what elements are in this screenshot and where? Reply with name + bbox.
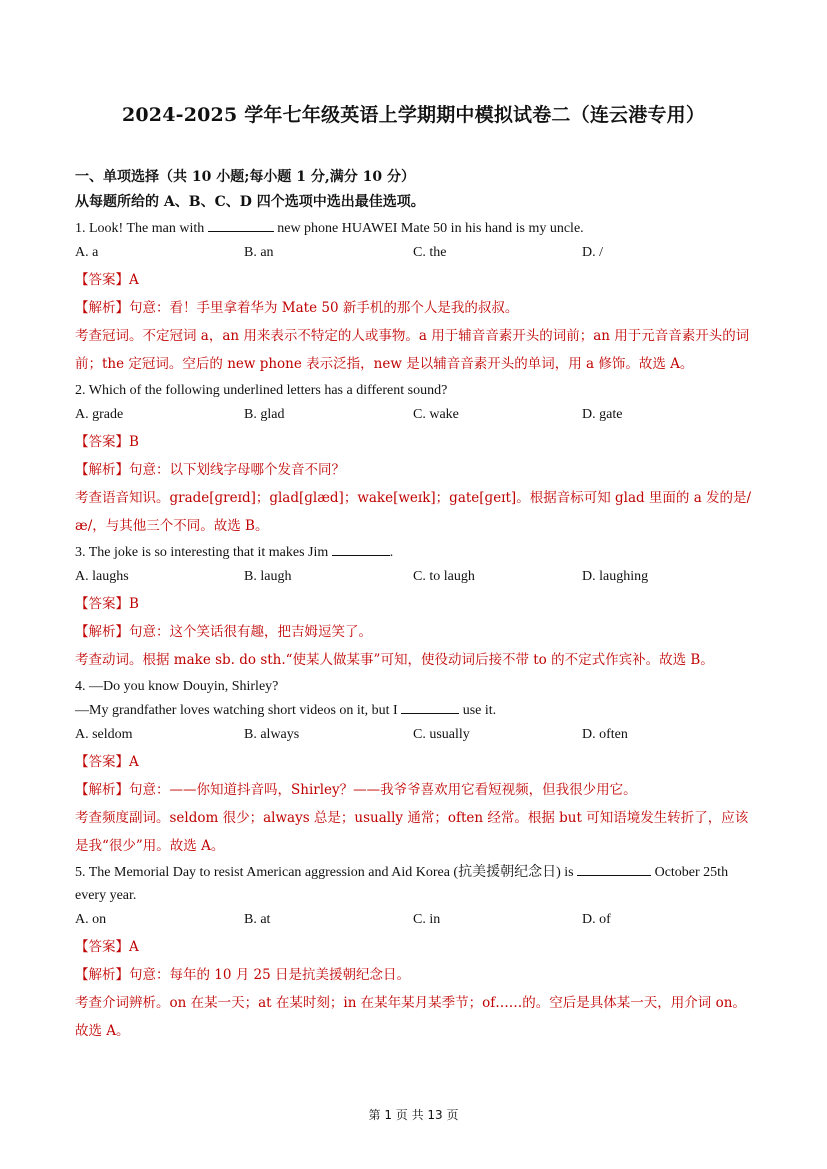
question-stem: 4. —Do you know Douyin, Shirley?: [75, 679, 279, 694]
option-c: C. the: [413, 245, 447, 260]
answer-blank: [401, 700, 459, 714]
option-c: C. wake: [413, 407, 459, 422]
answer-value: A: [129, 939, 139, 955]
stem-text: .: [389, 545, 394, 560]
options-row: [75, 241, 755, 265]
analysis-label: 【解析】: [75, 782, 129, 798]
answer-label: 【答案】: [75, 272, 129, 288]
option-d: D. /: [582, 245, 603, 260]
option-b: B. always: [244, 727, 300, 742]
answer-blank: [577, 862, 651, 876]
option-c: C. usually: [413, 727, 470, 742]
analysis-line: [75, 294, 755, 322]
stem-text: 1. Look! The man with: [75, 221, 208, 236]
stem-text: new phone HUAWEI Mate 50 in his hand is my uncle.: [273, 221, 584, 236]
answer-label: 【答案】: [75, 434, 129, 450]
stem-text: 3. The joke is so interesting that it makes Jim: [75, 545, 332, 560]
option-d: D. laughing: [582, 569, 649, 584]
question-stem-reply: [75, 699, 755, 722]
analysis-label: 【解析】: [75, 300, 129, 316]
options-row: [75, 723, 755, 747]
section-heading: 一、单项选择（共 10 小题;每小题 1 分,满分 10 分）: [75, 169, 415, 185]
analysis-line: [75, 456, 755, 484]
option-c: C. to laugh: [413, 569, 475, 584]
option-d: D. often: [582, 727, 628, 742]
answer-value: A: [129, 272, 139, 288]
option-b: B. an: [244, 245, 274, 260]
option-a: A. on: [75, 912, 107, 927]
analysis-label: 【解析】: [75, 967, 129, 983]
options-row: [75, 403, 755, 427]
question-3: [75, 541, 755, 674]
question-stem: 2. Which of the following underlined letters has a different sound?: [75, 383, 448, 398]
analysis-label: 【解析】: [75, 462, 129, 478]
option-d: D. gate: [582, 407, 623, 422]
option-d: D. of: [582, 912, 611, 927]
analysis-label: 【解析】: [75, 624, 129, 640]
option-a: A. a: [75, 245, 99, 260]
question-2: [75, 379, 755, 540]
question-1: [75, 217, 755, 378]
analysis-text: 句意：——你知道抖音吗，Shirley？——我爷爷喜欢用它看短视频，但我很少用它。: [129, 782, 637, 798]
answer-value: B: [129, 434, 139, 450]
analysis-line: [75, 961, 755, 989]
question-4: [75, 675, 755, 860]
answer-label: 【答案】: [75, 939, 129, 955]
stem-text: October 25th every year.: [75, 865, 729, 903]
section-instruction: 从每题所给的 A、B、C、D 四个选项中选出最佳选项。: [75, 194, 425, 210]
answer-line: [75, 590, 755, 618]
options-row: [75, 908, 755, 932]
explanation: 考查冠词。不定冠词 a，an 用来表示不特定的人或事物。a 用于辅音音素开头的词前；an 用于元音音素开头的词前；the 定冠词。空后的 new phone 表示泛指，new 是以辅音音素开头的单词，用 a 修饰。故选 A。: [75, 328, 750, 372]
question-section: [75, 166, 755, 1045]
options-row: [75, 565, 755, 589]
option-b: B. at: [244, 912, 271, 927]
page-title: 2024-2025 学年七年级英语上学期期中模拟试卷二（连云港专用）: [121, 104, 706, 126]
option-a: A. laughs: [75, 569, 129, 584]
question-stem: [75, 861, 755, 907]
stem-text: 5. The Memorial Day to resist American aggression and Aid Korea (抗美援朝纪念日) is: [75, 865, 578, 880]
question-5: [75, 861, 755, 1045]
stem-text: —My grandfather loves watching short videos on it, but I: [75, 703, 402, 718]
answer-line: [75, 266, 755, 294]
answer-label: 【答案】: [75, 596, 129, 612]
explanation: 考查语音知识。grade[ɡreɪd]；glad[ɡlæd]；wake[weɪk]；gate[ɡeɪt]。根据音标可知 glad 里面的 a 发的是/æ/，与其他三个不同。故选 B。: [75, 490, 752, 534]
analysis-text: 句意：看！手里拿着华为 Mate 50 新手机的那个人是我的叔叔。: [129, 300, 519, 316]
answer-blank: [332, 542, 390, 556]
analysis-line: [75, 776, 755, 804]
answer-line: [75, 933, 755, 961]
option-b: B. glad: [244, 407, 285, 422]
analysis-text: 句意：这个笑话很有趣，把吉姆逗笑了。: [129, 624, 372, 640]
answer-label: 【答案】: [75, 754, 129, 770]
option-a: A. grade: [75, 407, 124, 422]
option-b: B. laugh: [244, 569, 292, 584]
page-footer: 第 1 页 共 13 页: [368, 1108, 459, 1122]
explanation: 考查频度副词。seldom 很少；always 总是；usually 通常；often 经常。根据 but 可知语境发生转折了，应该是我“很少”用。故选 A。: [75, 810, 749, 854]
explanation: 考查介词辨析。on 在某一天；at 在某时刻；in 在某年某月某季节；of……的。空后是具体某一天，用介词 on。故选 A。: [75, 995, 746, 1039]
answer-value: A: [129, 754, 139, 770]
answer-line: [75, 428, 755, 456]
question-stem: [75, 541, 755, 564]
analysis-text: 句意：每年的 10 月 25 日是抗美援朝纪念日。: [129, 967, 411, 983]
answer-blank: [208, 218, 274, 232]
option-c: C. in: [413, 912, 441, 927]
analysis-text: 句意：以下划线字母哪个发音不同？: [129, 462, 345, 478]
option-a: A. seldom: [75, 727, 133, 742]
answer-line: [75, 748, 755, 776]
question-stem: [75, 217, 755, 240]
answer-value: B: [129, 596, 139, 612]
explanation: 考查动词。根据 make sb. do sth.“使某人做某事”可知，使役动词后接不带 to 的不定式作宾补。故选 B。: [75, 652, 714, 668]
analysis-line: [75, 618, 755, 646]
stem-text: use it.: [459, 703, 497, 718]
